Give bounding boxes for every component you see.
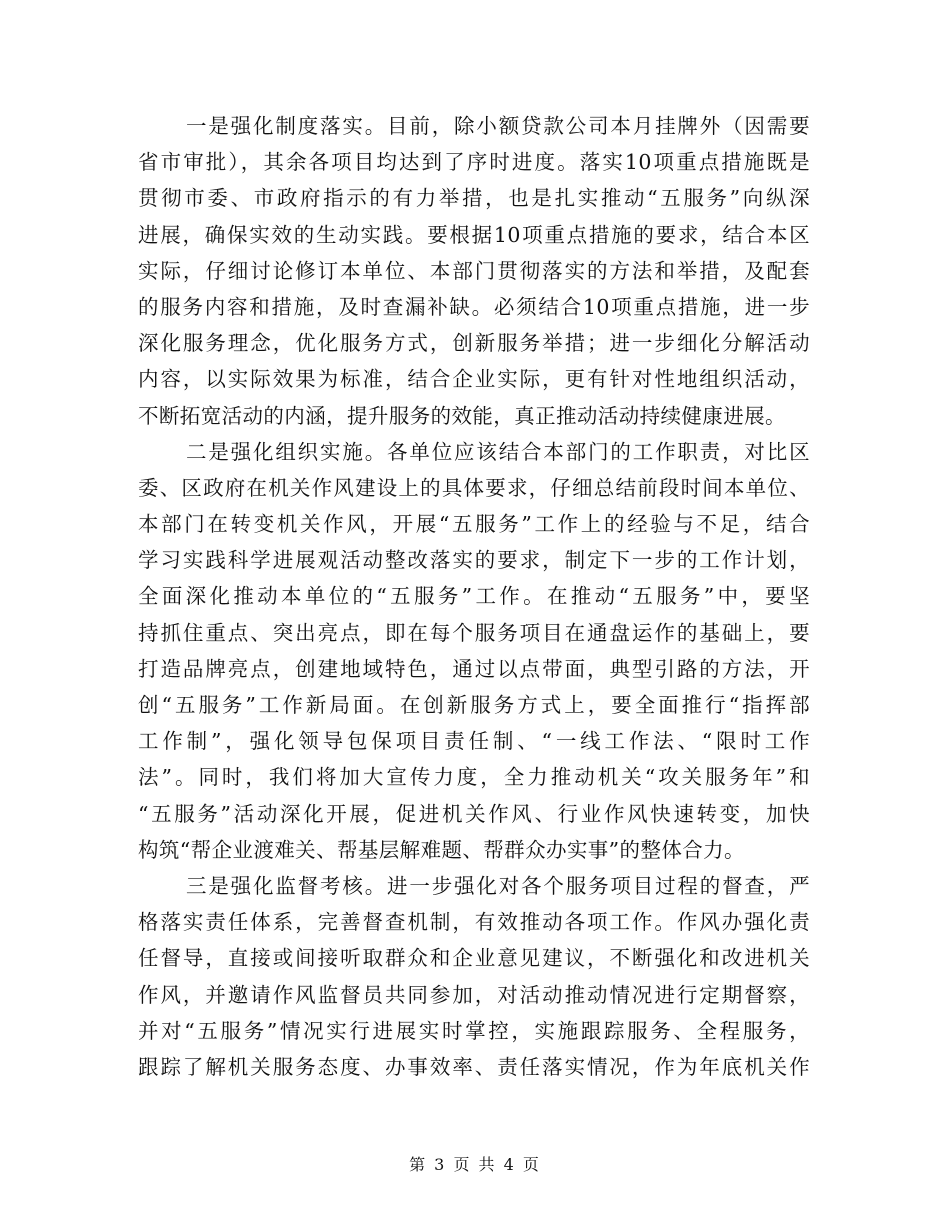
paragraph-line: 工作制”，强化领导包保项目责任制、“一线工作法、“限时工作 bbox=[138, 729, 810, 754]
paragraph-line: 委、区政府在机关作风建设上的具体要求，仔细总结前段时间本单位、 bbox=[138, 475, 810, 500]
paragraph-line: 省市审批），其余各项目均达到了序时进度。落实10项重点措施既是 bbox=[138, 150, 810, 175]
paragraph-line: 创“五服务”工作新局面。在创新服务方式上，要全面推行“指挥部 bbox=[138, 693, 810, 717]
document-body bbox=[138, 108, 810, 1085]
paragraph-line: 一是强化制度落实。目前，除小额贷款公司本月挂牌外（因需要 bbox=[186, 114, 810, 138]
paragraph-line: 并对“五服务”情况实行进展实时掌控，实施跟踪服务、全程服务， bbox=[138, 1018, 810, 1043]
paragraph-line: 持抓住重点、突出亮点，即在每个服务项目在通盘运作的基础上，要 bbox=[138, 620, 810, 645]
paragraph-line: 三是强化监督考核。进一步强化对各个服务项目过程的督查，严 bbox=[186, 873, 810, 898]
paragraph-line: “五服务”活动深化开展，促进机关作风、行业作风快速转变，加快 bbox=[138, 801, 810, 826]
paragraph-line: 学习实践科学进展观活动整改落实的要求，制定下一步的工作计划， bbox=[138, 548, 810, 573]
paragraph-2 bbox=[138, 434, 810, 868]
paragraph-3 bbox=[138, 868, 810, 1085]
paragraph-line: 跟踪了解机关服务态度、办事效率、责任落实情况，作为年底机关作 bbox=[138, 1054, 810, 1079]
paragraph-line: 进展，确保实效的生动实践。要根据10项重点措施的要求，结合本区 bbox=[138, 222, 810, 247]
paragraph-line: 打造品牌亮点，创建地域特色，通过以点带面，典型引路的方法，开 bbox=[138, 656, 810, 681]
page-number-text: 第 3 页 共 4 页 bbox=[409, 1155, 541, 1174]
paragraph-1 bbox=[138, 108, 810, 434]
paragraph-line: 贯彻市委、市政府指示的有力举措，也是扎实推动“五服务”向纵深 bbox=[138, 186, 810, 211]
paragraph-line: 实际，仔细讨论修订本单位、本部门贯彻落实的方法和举措，及配套 bbox=[138, 258, 810, 283]
page-number-footer bbox=[0, 1152, 950, 1175]
paragraph-line: 任督导，直接或间接听取群众和企业意见建议，不断强化和改进机关 bbox=[138, 946, 810, 971]
paragraph-line: 构筑“帮企业渡难关、帮基层解难题、帮群众办实事”的整体合力。 bbox=[138, 837, 745, 862]
paragraph-line: 的服务内容和措施，及时查漏补缺。必须结合10项重点措施，进一步 bbox=[138, 294, 810, 319]
paragraph-line: 格落实责任体系，完善督查机制，有效推动各项工作。作风办强化责 bbox=[138, 910, 810, 935]
paragraph-line: 不断拓宽活动的内涵，提升服务的效能，真正推动活动持续健康进展。 bbox=[138, 403, 786, 428]
paragraph-line: 法”。同时，我们将加大宣传力度，全力推动机关“攻关服务年”和 bbox=[138, 765, 810, 790]
paragraph-line: 深化服务理念，优化服务方式，创新服务举措；进一步细化分解活动 bbox=[138, 331, 810, 356]
paragraph-line: 二是强化组织实施。各单位应该结合本部门的工作职责，对比区 bbox=[186, 439, 810, 464]
paragraph-line: 全面深化推动本单位的“五服务”工作。在推动“五服务”中，要坚 bbox=[138, 584, 810, 609]
paragraph-line: 本部门在转变机关作风，开展“五服务”工作上的经验与不足，结合 bbox=[138, 512, 810, 537]
paragraph-line: 作风，并邀请作风监督员共同参加，对活动推动情况进行定期督察， bbox=[138, 982, 810, 1007]
paragraph-line: 内容，以实际效果为标准，结合企业实际，更有针对性地组织活动， bbox=[138, 367, 810, 392]
